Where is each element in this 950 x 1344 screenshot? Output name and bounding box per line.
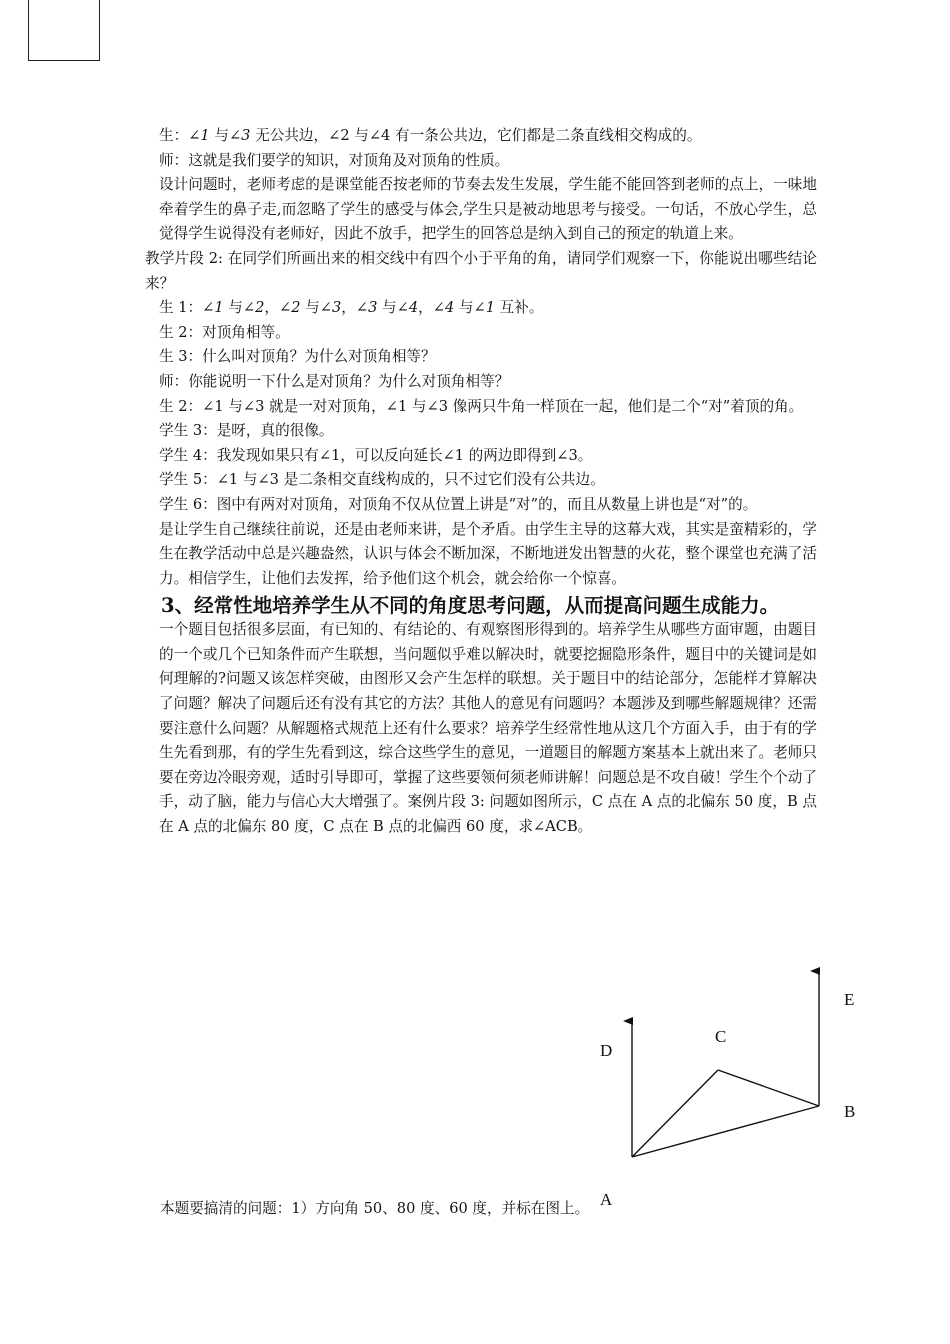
label-a: A bbox=[600, 1190, 613, 1209]
dialog-line-s6: 学生 3：是呀，真的很像。 bbox=[159, 422, 334, 440]
text-run: 与 bbox=[454, 299, 474, 317]
paragraph-section-3: 一个题目包括很多层面，有已知的、有结论的、有观察图形得到的。培养学生从哪些方面审题，由题目的一个或几个已知条件而产生联想，当问题似乎难以解决时，就要挖掘隐形条件，题目中的关键词是如何理解的?问题又该怎样突破，由图形又会产生怎样的联想。关于题目中的结论部分，怎能样才算解决了问题？解决了问题后还有没有其它的方法？其他人的意见有问题吗？本题涉及到哪些解题规律？还需要注意什么问题？从解题格式规范上还有什么要求？培养学生经常性地从这几个方面入手，由于有的学生先看到那，有的学生先看到这，综合这些学生的意见，一道题目的解题方案基本上就出来了。老师只要在旁边冷眼旁观，适时引导即可，掌握了这些要领何须老师讲解！问题总是不攻自破！学生个个动了手，动了脑，能力与信心大大增强了。案例片段 3: 问题如图所示，C 点在 A 点的北偏东 50 度，B 点在 A 点的北偏东 80 度，C 点在 B 点的北偏西 60 度，求∠ACB。 bbox=[159, 621, 817, 836]
text-run: ， bbox=[264, 299, 279, 317]
figure-drawing bbox=[590, 965, 870, 1195]
paragraph-segment-2: 教学片段 2: 在同学们所画出来的相交线中有四个小于平角的角，请同学们观察一下，你能说出哪些结论来？ bbox=[145, 249, 817, 292]
angle-text: ∠ bbox=[328, 127, 341, 144]
text-run: 2 与∠4 有一条公共边，它们都是二条直线相交构成的。 bbox=[340, 127, 702, 144]
angle-text: ∠4 bbox=[432, 299, 455, 317]
dialog-line-s7: 学生 4：我发现如果只有∠1，可以反向延长∠1 的两边即得到∠3。 bbox=[159, 446, 593, 464]
text-run: 与 bbox=[209, 127, 229, 144]
text-run: 与 bbox=[223, 299, 243, 317]
dialog-line-s9: 学生 6：图中有两对对顶角，对顶角不仅从位置上讲是“对”的，而且从数量上讲也是“对”的。 bbox=[159, 495, 758, 513]
label-b: B bbox=[844, 1102, 856, 1121]
text-run: ， bbox=[418, 299, 433, 317]
angle-text: ∠4 bbox=[396, 299, 419, 317]
label-e: E bbox=[844, 990, 855, 1009]
text-run: 互补。 bbox=[495, 299, 544, 317]
label-c: C bbox=[715, 1027, 727, 1046]
text-run: 与 bbox=[300, 299, 320, 317]
direction-angle-figure bbox=[590, 965, 870, 1209]
segment-ab bbox=[632, 1106, 819, 1157]
dialog-line-s3: 生 3：什么叫对顶角？为什么对顶角相等？ bbox=[159, 348, 436, 366]
dialog-line-s2: 生 2：对顶角相等。 bbox=[159, 323, 290, 341]
segment-cb bbox=[718, 1070, 819, 1106]
section-heading: 3、经常性地培养学生从不同的角度思考问题，从而提高问题生成能力。 bbox=[161, 594, 780, 618]
document-body bbox=[145, 124, 817, 840]
label-d: D bbox=[600, 1041, 613, 1060]
speaker: 生 1： bbox=[159, 299, 203, 317]
text-run: ， bbox=[341, 299, 356, 317]
segment-ac bbox=[632, 1070, 718, 1157]
dialog-line-s1 bbox=[145, 296, 817, 321]
angle-text: ∠3 bbox=[319, 299, 342, 317]
final-line: 本题要搞清的问题：1）方向角 50、80 度、60 度，并标在图上。 bbox=[160, 1200, 590, 1217]
corner-box bbox=[28, 0, 100, 61]
angle-text: ∠3 bbox=[228, 127, 251, 144]
dialog-line-1 bbox=[145, 124, 817, 149]
text-run: 无公共边， bbox=[250, 127, 329, 144]
dialog-line-2: 师：这就是我们要学的知识，对顶角及对顶角的性质。 bbox=[159, 151, 510, 169]
angle-text: ∠1 bbox=[202, 299, 224, 317]
dialog-line-s4: 师：你能说明一下什么是对顶角？为什么对顶角相等？ bbox=[159, 372, 510, 390]
angle-text: ∠2 bbox=[242, 299, 265, 317]
dialog-line-s8: 学生 5：∠1 与∠3 是二条相交直线构成的，只不过它们没有公共边。 bbox=[159, 471, 605, 489]
paragraph-reflection: 是让学生自己继续往前说，还是由老师来讲，是个矛盾。由学生主导的这幕大戏，其实是蛮精彩的，学生在教学活动中总是兴趣盎然，认识与体会不断加深，不断地迸发出智慧的火花，整个课堂也充满了活力。相信学生，让他们去发挥，给予他们这个机会，就会给你一个惊喜。 bbox=[159, 520, 817, 587]
dialog-line-s5: 生 2：∠1 与∠3 就是一对对顶角，∠1 与∠3 像两只牛角一样顶在一起，他们是二个“对”着顶的角。 bbox=[159, 397, 804, 415]
speaker: 生： bbox=[159, 127, 189, 144]
paragraph-design: 设计问题时，老师考虑的是课堂能否按老师的节奏去发生发展，学生能不能回答到老师的点上，一味地牵着学生的鼻子走,而忽略了学生的感受与体会,学生只是被动地思考与接受。一句话，不放心学生，总觉得学生说得没有老师好，因此不放手，把学生的回答总是纳入到自己的预定的轨道上来。 bbox=[159, 176, 817, 243]
angle-text: ∠1 bbox=[473, 299, 496, 317]
angle-text: ∠1 bbox=[188, 127, 210, 144]
angle-text: ∠2 bbox=[279, 299, 301, 317]
angle-text: ∠3 bbox=[355, 299, 378, 317]
text-run: 与 bbox=[377, 299, 397, 317]
